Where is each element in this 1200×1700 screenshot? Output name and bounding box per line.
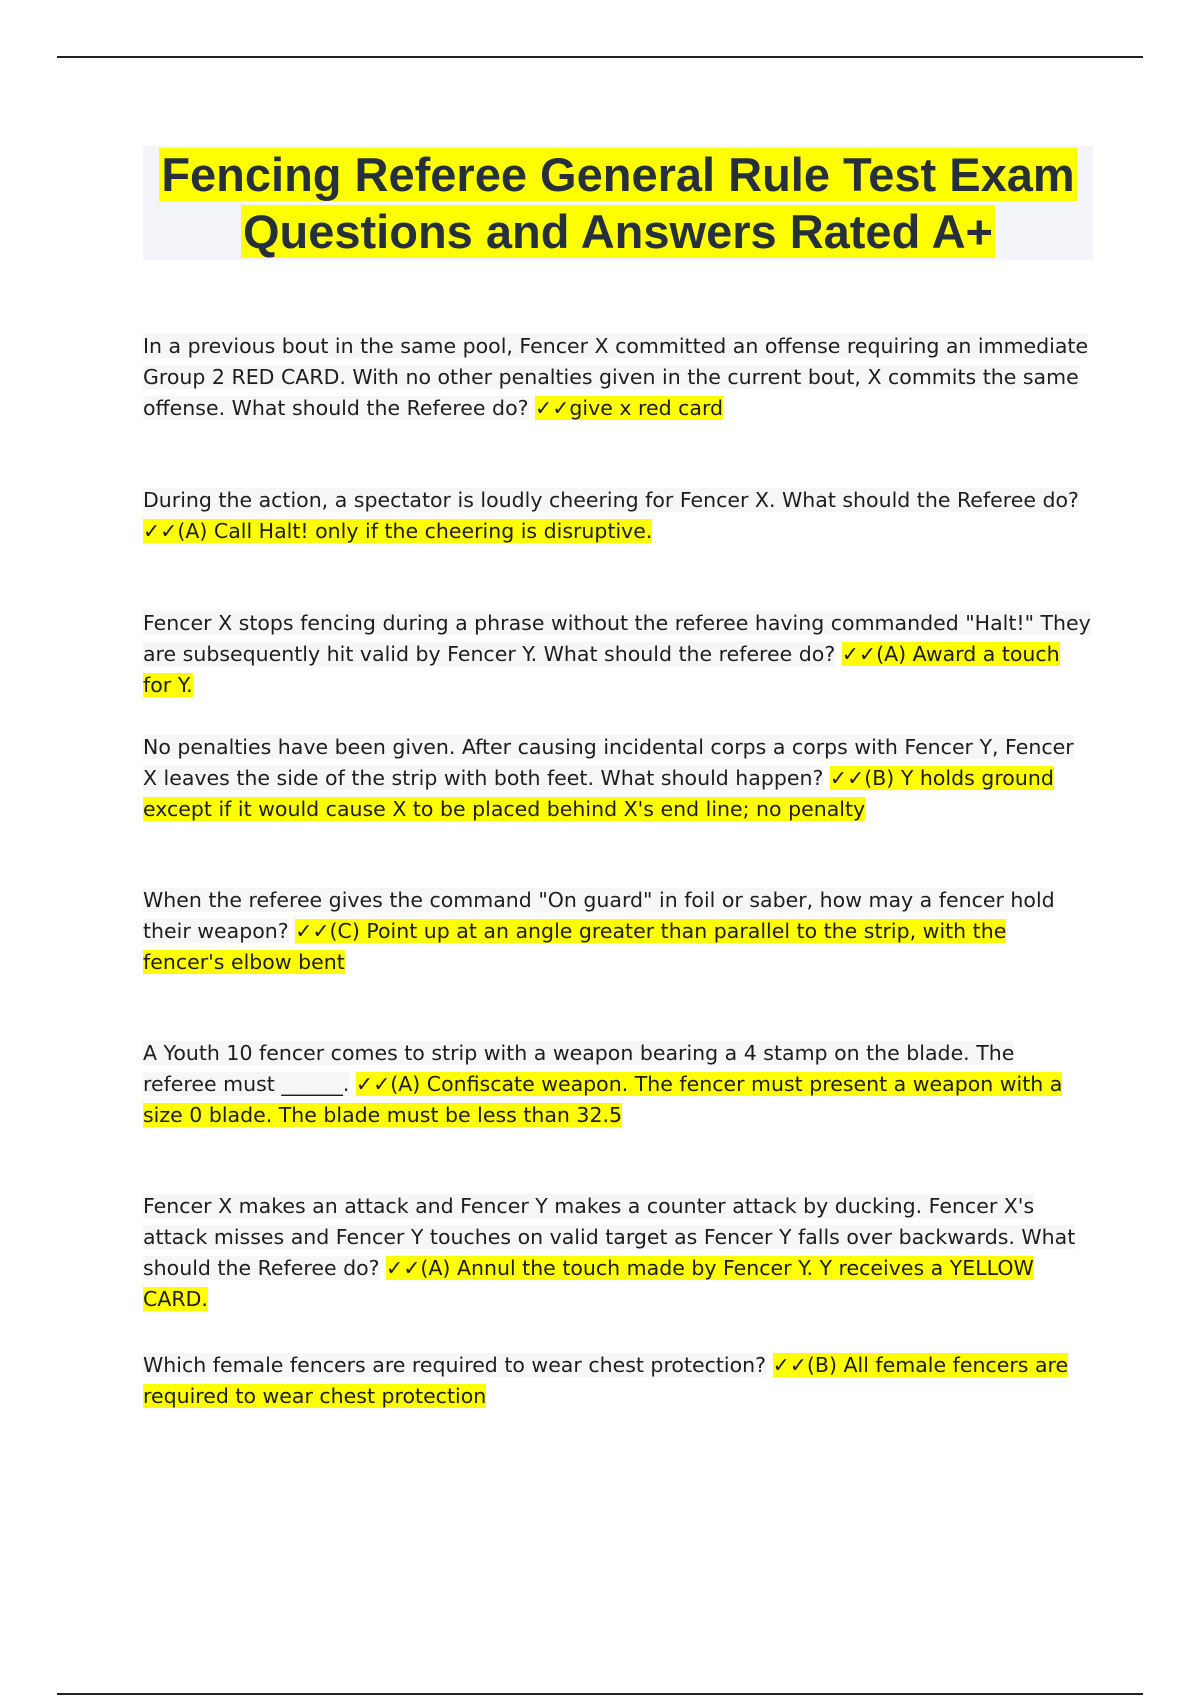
qa-item-3 xyxy=(143,608,1093,701)
double-check-icon: ✓✓ xyxy=(143,519,178,543)
title-line-1: Fencing Referee General Rule Test Exam xyxy=(161,148,1075,201)
qa-item-2 xyxy=(143,485,1093,547)
double-check-icon: ✓✓ xyxy=(355,1072,391,1096)
top-rule xyxy=(57,56,1143,58)
qa-item-8 xyxy=(143,1350,1093,1412)
question-text: Which female fencers are required to wear chest protection? xyxy=(143,1353,767,1377)
qa-item-1 xyxy=(143,331,1093,424)
double-check-icon: ✓✓ xyxy=(295,919,330,943)
answer-text: ✓✓(B) Y holds ground except if it would cause X to be placed behind X's end line; no penalty xyxy=(143,766,1054,821)
document-title xyxy=(143,146,1093,260)
question-text: Fencer X stops fencing during a phrase without the referee having commanded "Halt!" They are subsequently hit valid by Fencer Y. What should the referee do? xyxy=(143,611,1091,666)
double-check-icon: ✓✓ xyxy=(535,396,570,420)
answer-text: ✓✓(A) Confiscate weapon. The fencer must present a weapon with a size 0 blade. The blade must be less than 32.5 xyxy=(143,1072,1063,1127)
answer-text: ✓✓(B) All female fencers are required to wear chest protection xyxy=(143,1353,1069,1408)
answer-text: ✓✓(A) Award a touch for Y. xyxy=(143,642,1060,697)
question-text: A Youth 10 fencer comes to strip with a weapon bearing a 4 stamp on the blade. The referee must ______. xyxy=(143,1041,1015,1096)
double-check-icon: ✓✓ xyxy=(829,766,865,790)
qa-item-7 xyxy=(143,1191,1093,1315)
double-check-icon: ✓✓ xyxy=(841,642,877,666)
question-text: In a previous bout in the same pool, Fencer X committed an offense requiring an immediate Group 2 RED CARD. With no other penalties given in the current bout, X commits the same offense. What should the Referee do? xyxy=(143,334,1089,420)
title-line-2: Questions and Answers Rated A+ xyxy=(242,205,993,258)
answer-text: ✓✓(A) Annul the touch made by Fencer Y. Y receives a YELLOW CARD. xyxy=(143,1256,1034,1311)
question-text: No penalties have been given. After causing incidental corps a corps with Fencer Y, Fencer X leaves the side of the strip with both feet. What should happen? xyxy=(143,735,1074,790)
qa-item-4 xyxy=(143,732,1093,825)
double-check-icon: ✓✓ xyxy=(772,1353,807,1377)
double-check-icon: ✓✓ xyxy=(386,1256,421,1280)
qa-item-6 xyxy=(143,1038,1093,1131)
question-text: When the referee gives the command "On guard" in foil or saber, how may a fencer hold their weapon? xyxy=(143,888,1055,943)
question-text: During the action, a spectator is loudly cheering for Fencer X. What should the Referee do? xyxy=(143,488,1079,512)
qa-item-5 xyxy=(143,885,1093,978)
bottom-rule xyxy=(57,1693,1143,1695)
answer-text: ✓✓(A) Call Halt! only if the cheering is disruptive. xyxy=(143,519,653,543)
answer-text: ✓✓(C) Point up at an angle greater than parallel to the strip, with the fencer's elbow bent xyxy=(143,919,1007,974)
answer-text: ✓✓give x red card xyxy=(535,396,724,420)
question-text: Fencer X makes an attack and Fencer Y makes a counter attack by ducking. Fencer X's attack misses and Fencer Y touches on valid target as Fencer Y falls over backwards. What should the Referee do? xyxy=(143,1194,1076,1280)
